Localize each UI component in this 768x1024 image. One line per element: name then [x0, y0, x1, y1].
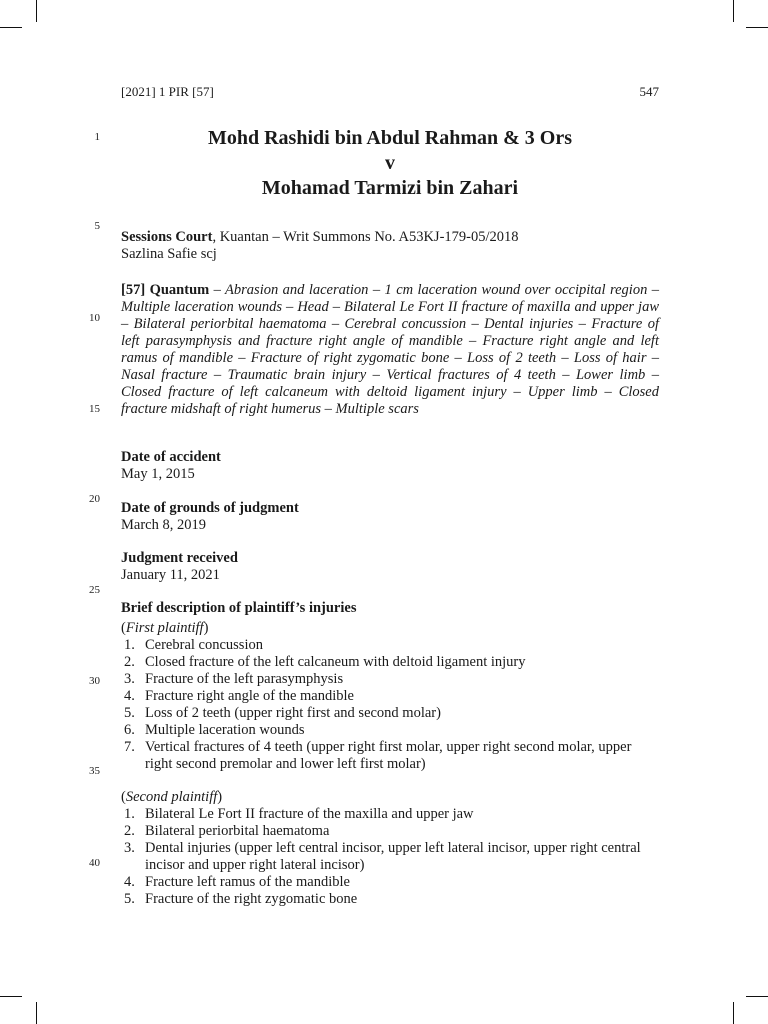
crop-mark: [36, 1002, 37, 1024]
line-number: 40: [89, 857, 100, 869]
date-of-grounds-section: [121, 500, 659, 534]
list-item: 7. Vertical fractures of 4 teeth (upper right first molar, upper right second molar, upper right second premolar and lower left first molar): [124, 739, 632, 772]
quantum-label: [57] Quantum: [121, 282, 210, 298]
first-plaintiff-label: (First plaintiff): [121, 620, 209, 636]
case-title-versus: v: [385, 152, 395, 174]
line-number: 20: [89, 493, 100, 505]
court-info: [121, 229, 659, 263]
list-item: 6. Multiple laceration wounds: [124, 722, 305, 738]
list-item: 5. Fracture of the right zygomatic bone: [124, 891, 358, 907]
court-details: , Kuantan – Writ Summons No. A53KJ-179-05/2018: [212, 229, 519, 245]
quantum-description: – Abrasion and laceration – 1 cm laceration wound over occipital region – Multiple laceration wounds – Head – Bilateral Le Fort II fracture of maxilla and upper jaw – Bilateral periorbital haematoma – Cerebral concussion – Dental injuries – Fracture of left parasymphysis and fracture right angle of mandible – Fracture right angle and left ramus of mandible – Fracture of right zygomatic bone – Loss of 2 teeth – Loss of hair – Nasal fracture – Traumatic brain injury – Vertical fractures of 4 teeth – Lower limb – Closed fracture of left calcaneum with deltoid ligament injury – Upper limb – Closed fracture midshaft of right humerus – Multiple scars: [121, 282, 659, 417]
first-plaintiff-injury-list: [121, 637, 659, 773]
case-title: [121, 126, 659, 201]
list-item: 2. Bilateral periorbital haematoma: [124, 823, 330, 839]
judgment-received-section: [121, 550, 659, 584]
list-item: 1. Cerebral concussion: [124, 637, 263, 653]
list-item: 1. Bilateral Le Fort II fracture of the maxilla and upper jaw: [124, 806, 474, 822]
case-title-defendant: Mohamad Tarmizi bin Zahari: [261, 177, 519, 199]
line-number: 10: [89, 312, 100, 324]
page-number: 547: [639, 84, 659, 99]
injuries-section: [121, 600, 659, 773]
second-plaintiff-injury-list: [121, 806, 659, 908]
second-plaintiff-label: (Second plaintiff): [121, 789, 223, 805]
line-number: 30: [89, 675, 100, 687]
line-number: 5: [94, 220, 100, 232]
list-item: 2. Closed fracture of the left calcaneum with deltoid ligament injury: [124, 654, 526, 670]
citation: [2021] 1 PIR [57]: [121, 84, 214, 99]
line-number: 1: [94, 131, 100, 143]
running-head: [121, 84, 659, 100]
date-of-accident-value: May 1, 2015: [121, 466, 195, 482]
judge-name: Sazlina Safie scj: [121, 246, 217, 262]
quantum-paragraph: [121, 282, 659, 418]
list-item: 3. Dental injuries (upper left central incisor, upper left lateral incisor, upper right central incisor and upper right lateral incisor): [124, 840, 641, 873]
crop-mark: [733, 0, 734, 22]
injuries-heading: Brief description of plaintiff’s injuries: [121, 600, 357, 616]
line-number: 25: [89, 584, 100, 596]
list-item: 5. Loss of 2 teeth (upper right first and second molar): [124, 705, 441, 721]
date-of-accident-section: [121, 449, 659, 483]
judgment-received-value: January 11, 2021: [121, 567, 220, 583]
crop-mark: [746, 27, 768, 28]
crop-mark: [733, 1002, 734, 1024]
crop-mark: [36, 0, 37, 22]
second-plaintiff-section: [121, 789, 659, 908]
crop-mark: [0, 996, 22, 997]
date-of-grounds-label: Date of grounds of judgment: [121, 500, 299, 516]
list-item: 4. Fracture left ramus of the mandible: [124, 874, 350, 890]
judgment-received-label: Judgment received: [121, 550, 238, 566]
date-of-grounds-value: March 8, 2019: [121, 517, 206, 533]
crop-mark: [0, 27, 22, 28]
crop-mark: [746, 996, 768, 997]
date-of-accident-label: Date of accident: [121, 449, 221, 465]
line-number: 35: [89, 765, 100, 777]
line-number: 15: [89, 403, 100, 415]
list-item: 4. Fracture right angle of the mandible: [124, 688, 354, 704]
case-title-plaintiff: Mohd Rashidi bin Abdul Rahman & 3 Ors: [207, 127, 572, 149]
court-name: Sessions Court: [121, 229, 213, 245]
list-item: 3. Fracture of the left parasymphysis: [124, 671, 344, 687]
